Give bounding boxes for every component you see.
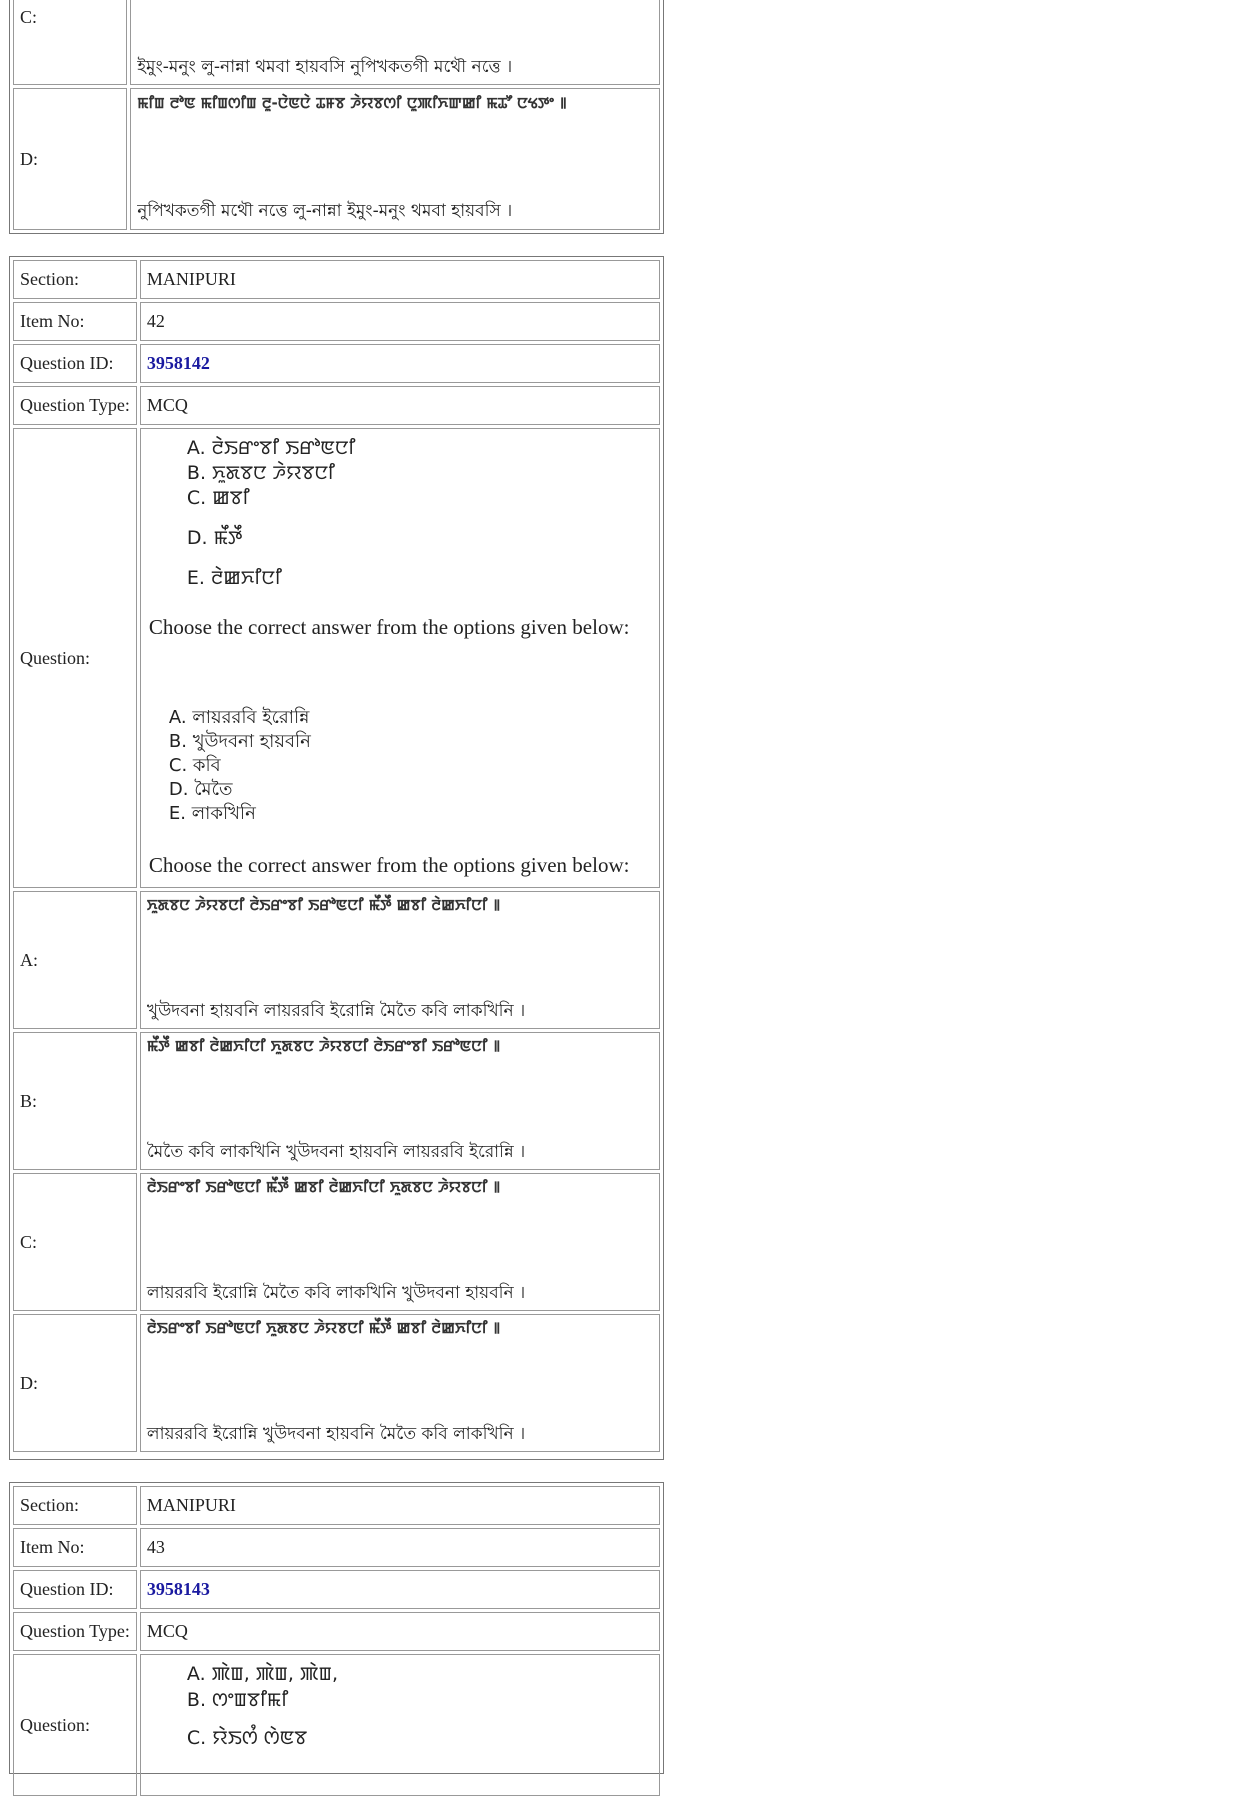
question-type-label: Question Type:: [13, 386, 137, 425]
list-item: B. খুউদবনা হায়বনি: [168, 731, 311, 752]
list-item: B. ꯈꯨꯗꯕꯅ ꯍꯥꯌꯕꯅꯤ: [186, 462, 335, 484]
item-no-label: Item No:: [13, 1528, 137, 1567]
bengali-options-list: [169, 703, 311, 823]
option-d-cell: [140, 1314, 660, 1452]
question-cell: [140, 428, 660, 888]
option-c-bengali-text: ইমুং-মনুং লু-নান্না থমবা হায়বসি নুপিখকতগী মথৌ নত্তে ।: [137, 57, 513, 78]
question-cell: [140, 1654, 660, 1796]
option-d-bengali-text: নুপিখকতগী মথৌ নত্তে লু-নান্না ইমুং-মনুং থমবা হায়বসি ।: [137, 201, 513, 222]
option-c-label: C:: [13, 1173, 137, 1311]
list-item: A. ꯄꯥꯡ, ꯄꯥꯡ, ꯄꯥꯡ,: [186, 1663, 339, 1685]
option-d-label: D:: [13, 1314, 137, 1452]
option-b-bengali-text: মৈতৈ কবি লাকখিনি খুউদবনা হায়বনি লায়ররবি ইরোন্নি ।: [146, 1142, 526, 1162]
section-label: Section:: [13, 1486, 137, 1525]
option-b-cell: [140, 1032, 660, 1170]
list-item: A. ꯂꯥꯏꯔꯦꯕꯤ ꯏꯔꯣꯟꯅꯤ: [186, 437, 356, 459]
question-block-42: [9, 256, 664, 1460]
list-item: B. ꯁꯦꯡꯕꯤꯃꯤ: [186, 1689, 289, 1711]
meitei-options-list: [187, 1661, 338, 1751]
question-label: Question:: [13, 428, 137, 888]
question-id-label: Question ID:: [13, 344, 137, 383]
list-item: C. কবি: [168, 755, 221, 776]
question-label: Question:: [13, 1654, 137, 1796]
question-type-label: Question Type:: [13, 1612, 137, 1651]
option-d-cell: [130, 88, 660, 230]
list-item: A. লায়ররবি ইরোন্নি: [168, 707, 310, 728]
list-item: E. ꯂꯥꯀꯈꯤꯅꯤ: [186, 567, 282, 589]
option-d-meitei-text: ꯂꯥꯏꯔꯦꯕꯤ ꯏꯔꯣꯟꯅꯤ ꯈꯨꯗꯕꯅ ꯍꯥꯌꯕꯅꯤ ꯃꯩꯇꯩ ꯀꯕꯤ ꯂꯥꯀꯈꯤꯅꯤ ꯫: [146, 1319, 501, 1337]
section-label: Section:: [13, 260, 137, 299]
option-d-label: D:: [13, 88, 127, 230]
list-item: E. লাকখিনি: [168, 803, 256, 824]
question-type-value: MCQ: [140, 386, 660, 425]
choose-instruction: Choose the correct answer from the options given below:: [148, 615, 630, 639]
question-block-previous: [9, 0, 664, 234]
list-item: C. ꯌꯥꯏꯁꯪ ꯁꯥꯟꯕ: [186, 1727, 308, 1749]
option-d-bengali-text: লায়ররবি ইরোন্নি খুউদবনা হায়বনি মৈতৈ কবি লাকখিনি ।: [146, 1424, 526, 1444]
option-c-label: C:: [13, 0, 127, 85]
option-d-meitei-text: ꯃꯤꯡ ꯂꯣꯟ ꯃꯤꯡꯁꯤꯡ ꯂꯨ-ꯅꯥꯟꯅꯥ ꯊꯝꯕ ꯍꯥꯌꯕꯁꯤ ꯅꯨꯄꯤꯈꯛꯀꯤ ꯃꯊꯧ ꯅꯠꯇꯦ ꯫: [137, 94, 567, 113]
question-block-43: [9, 1482, 664, 1774]
list-item: D. মৈতৈ: [168, 779, 233, 800]
section-value: MANIPURI: [140, 260, 660, 299]
item-no-value: 42: [140, 302, 660, 341]
option-a-label: A:: [13, 891, 137, 1029]
option-a-cell: [140, 891, 660, 1029]
item-no-value: 43: [140, 1528, 660, 1567]
list-item: D. ꯃꯩꯇꯩ: [186, 527, 243, 549]
option-b-meitei-text: ꯃꯩꯇꯩ ꯀꯕꯤ ꯂꯥꯀꯈꯤꯅꯤ ꯈꯨꯗꯕꯅ ꯍꯥꯌꯕꯅꯤ ꯂꯥꯏꯔꯦꯕꯤ ꯏꯔꯣꯟꯅꯤ ꯫: [146, 1037, 501, 1055]
question-id-value: 3958142: [140, 344, 660, 383]
question-id-label: Question ID:: [13, 1570, 137, 1609]
option-c-cell: [140, 1173, 660, 1311]
option-a-meitei-text: ꯈꯨꯗꯕꯅ ꯍꯥꯌꯕꯅꯤ ꯂꯥꯏꯔꯦꯕꯤ ꯏꯔꯣꯟꯅꯤ ꯃꯩꯇꯩ ꯀꯕꯤ ꯂꯥꯀꯈꯤꯅꯤ ꯫: [146, 896, 501, 914]
question-type-value: MCQ: [140, 1612, 660, 1651]
option-c-cell: [130, 0, 660, 85]
meitei-options-list: [187, 435, 355, 590]
choose-instruction-2: Choose the correct answer from the options given below:: [148, 853, 630, 877]
section-value: MANIPURI: [140, 1486, 660, 1525]
question-id-value: 3958143: [140, 1570, 660, 1609]
item-no-label: Item No:: [13, 302, 137, 341]
option-c-bengali-text: লায়ররবি ইরোন্নি মৈতৈ কবি লাকখিনি খুউদবনা হায়বনি ।: [146, 1283, 526, 1303]
option-c-meitei-text: ꯂꯥꯏꯔꯦꯕꯤ ꯏꯔꯣꯟꯅꯤ ꯃꯩꯇꯩ ꯀꯕꯤ ꯂꯥꯀꯈꯤꯅꯤ ꯈꯨꯗꯕꯅ ꯍꯥꯌꯕꯅꯤ ꯫: [146, 1178, 501, 1196]
option-a-bengali-text: খুউদবনা হায়বনি লায়ররবি ইরোন্নি মৈতৈ কবি লাকখিনি ।: [146, 1001, 526, 1021]
option-b-label: B:: [13, 1032, 137, 1170]
list-item: C. ꯀꯕꯤ: [186, 487, 250, 509]
